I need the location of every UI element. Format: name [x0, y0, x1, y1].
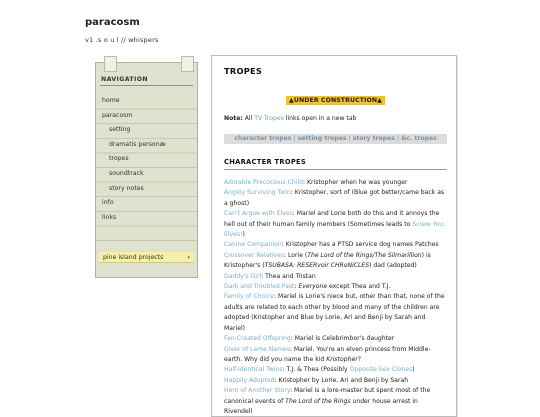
note-label: Note: — [224, 115, 243, 122]
list-item — [224, 282, 447, 292]
trope-link[interactable]: Crossover Relatives — [224, 251, 284, 259]
nav-item-dramatis-personae[interactable]: dramatis personæ — [109, 140, 166, 148]
section-title: CHARACTER TROPES — [224, 158, 307, 166]
under-construction-badge: ▲UNDER CONSTRUCTION▲ — [286, 96, 385, 105]
tab-story-tropes[interactable]: story tropes — [352, 135, 395, 142]
trope-link[interactable]: Giver of Lame Names — [224, 345, 290, 353]
trope-description: : Mariel is Celebrimbor's daughter — [290, 335, 395, 343]
tv-tropes-link[interactable]: TV Tropes — [254, 115, 284, 122]
tab-separator: | — [293, 135, 296, 142]
list-item — [224, 376, 447, 386]
note-text: All — [244, 115, 253, 122]
trope-link[interactable]: Screw You, Elves! — [224, 220, 446, 239]
trope-link[interactable]: Opposite Sex Clones — [349, 366, 413, 374]
nav-item-links[interactable]: links — [102, 213, 117, 221]
trope-link[interactable]: Adorable Precocious Child — [224, 179, 304, 186]
trope-link[interactable]: Can't Argue with Elves — [224, 210, 293, 218]
trope-description: : Lorie ( — [283, 251, 308, 259]
trope-description: : Mariel and Lorie both do this and it annoys the hell out of their human family members (Sometimes leads to — [224, 210, 440, 228]
trope-description: ) — [412, 366, 415, 374]
trope-description: except Thea and T.J. — [327, 283, 391, 291]
nav-heading: NAVIGATION — [101, 76, 148, 83]
trope-link[interactable]: Daddy's Girl — [224, 272, 262, 280]
nav-item-paracosm[interactable]: paracosm — [102, 111, 133, 119]
tape-decoration — [181, 56, 194, 72]
trope-description: : Kristopher has a PTSD service dog names Patches — [281, 241, 439, 249]
trope-category-nav — [224, 134, 447, 144]
trope-description: : T.J. & Thea (Possibly — [282, 366, 348, 374]
site-subtitle: v1 .s o u l // whispers — [85, 36, 159, 44]
nav-item-soundtrack[interactable]: soundtrack — [109, 169, 144, 177]
trope-link[interactable]: Dark and Troubled Past — [224, 283, 295, 291]
list-item — [224, 292, 447, 334]
trope-list — [224, 178, 447, 417]
tape-decoration — [104, 56, 117, 72]
note — [224, 115, 447, 122]
divider — [224, 169, 447, 170]
tab-etc-tropes[interactable]: &c. tropes — [401, 135, 437, 142]
pine-island-projects-label: pine island projects — [103, 254, 164, 261]
list-item — [224, 209, 447, 240]
pine-island-projects-link[interactable] — [99, 252, 194, 263]
trope-description: : Kristopher, sort of (Blue got better/came back as a ghost) — [224, 189, 445, 207]
nav-item-setting[interactable]: setting — [109, 126, 131, 134]
tab-separator: | — [348, 135, 351, 142]
nav-item-tropes[interactable]: tropes — [109, 155, 129, 163]
site-title[interactable]: paracosm — [85, 17, 140, 28]
nav-item-info[interactable]: info — [102, 199, 114, 207]
list-item — [224, 188, 447, 209]
tab-character-tropes[interactable]: character tropes — [234, 135, 292, 142]
divider — [100, 85, 193, 86]
trope-description: ) dad (adopted) — [369, 262, 417, 270]
trope-link[interactable]: Hero of Another Story — [224, 387, 291, 395]
note-text: links open in a new tab — [285, 115, 357, 122]
work-title: The Lord of the Rings — [285, 397, 351, 405]
under-construction-row — [224, 87, 447, 106]
trope-description: : Mariel is Lorie's niece but, other than that, none of the adults are related to each other by blood and many of the children are adopted (Kristopher and Blue by Lorie, Ari and Benji by Sarah and Mariel) — [224, 293, 445, 332]
trope-link[interactable]: Half-Identical Twins — [224, 366, 283, 374]
list-item — [224, 251, 447, 272]
trope-description: under house arrest in Rivendell — [224, 397, 418, 415]
list-item — [224, 178, 447, 188]
trope-link[interactable]: Family of Choice — [224, 293, 274, 301]
trope-link[interactable]: Canine Companion — [224, 241, 282, 249]
nav-list — [96, 94, 197, 225]
list-item — [224, 345, 447, 366]
trope-link[interactable]: Angsty Surviving Twin — [224, 189, 291, 197]
main-content-panel — [211, 55, 457, 417]
trope-description: : Kristopher when he was younger — [303, 179, 408, 186]
trope-link[interactable]: Fan-Created Offspring — [224, 335, 291, 343]
trope-description: ? — [357, 355, 361, 363]
trope-description: ) — [242, 231, 245, 239]
navigation-sidebar — [95, 62, 198, 278]
work-title: The Lord of the Rings/The Silmarillion — [307, 251, 422, 259]
chevron-right-icon: › — [187, 254, 190, 261]
trope-description: : Kristopher by Lorie, Ari and Benji by Sarah — [274, 376, 409, 384]
list-item — [224, 240, 447, 250]
trope-description: ) is Kristopher's ( — [224, 251, 431, 270]
tab-separator: | — [396, 135, 400, 142]
emphasis-text: Everyone — [298, 283, 328, 291]
trope-description: : Mariel is a lore-master but spent most of the canonical events of — [224, 387, 431, 405]
trope-description: : — [294, 283, 299, 291]
trope-description: : Mariel. You're an elven princess from Middle-earth. Why did you name the kid — [224, 345, 431, 363]
tab-setting-tropes[interactable]: setting tropes — [297, 135, 347, 142]
list-item — [224, 386, 447, 417]
trope-description: : Thea and Tristan — [261, 272, 316, 280]
work-title: TSUBASA: RESERvoir CHRoNiCLES — [264, 262, 370, 270]
nav-item-story-notes[interactable]: story notes — [109, 184, 144, 192]
trope-link[interactable]: Happily Adopted — [224, 376, 275, 384]
list-item — [224, 334, 447, 344]
list-item — [224, 272, 447, 282]
list-item — [224, 365, 447, 375]
emphasis-text: Kristopher — [326, 355, 358, 363]
nav-item-home[interactable]: home — [102, 97, 120, 104]
page-title: TROPES — [224, 66, 263, 76]
